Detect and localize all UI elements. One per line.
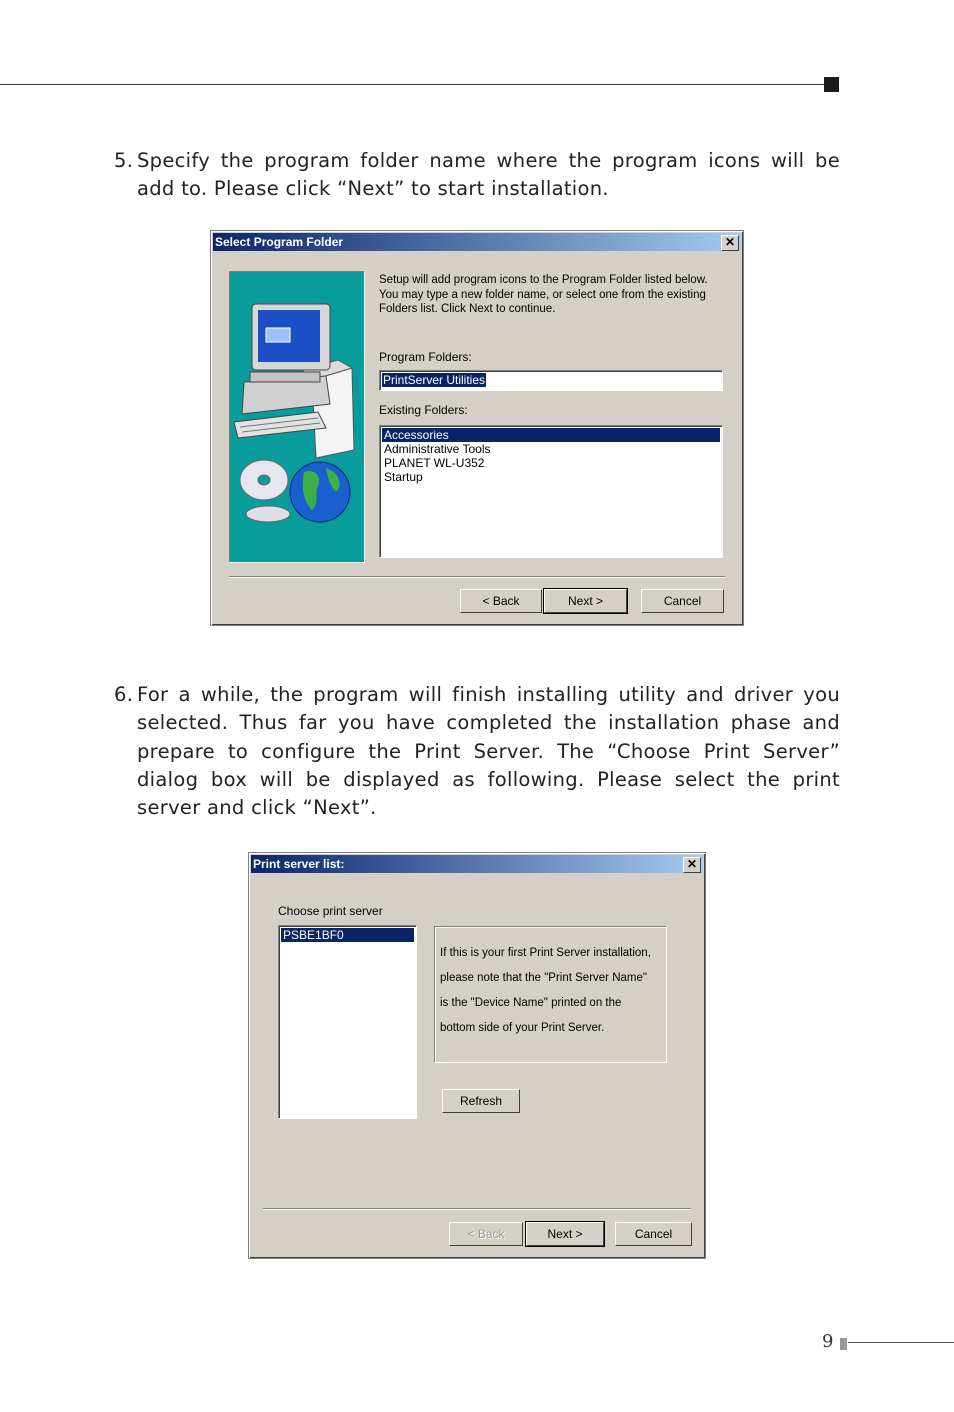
existing-folders-list[interactable] bbox=[379, 425, 723, 558]
footer-rule bbox=[848, 1342, 954, 1343]
next-button[interactable]: Next > bbox=[544, 589, 627, 613]
step-text: For a while, the program will finish installing utility and driver you selected. Thus far you have completed the installation phase and prepare to configure the Print Server. The “Choose Print Server” dialog box will be displayed as following. Please select the print server and click “Next”. bbox=[137, 683, 840, 820]
dialog-separator bbox=[263, 1208, 691, 1210]
computer-globe-illustration bbox=[230, 272, 364, 562]
header-marker bbox=[824, 77, 839, 92]
folder-item-administrative-tools[interactable]: Administrative Tools bbox=[384, 442, 491, 456]
step-5 bbox=[114, 147, 840, 207]
setup-illustration bbox=[229, 271, 365, 563]
step-number: 6. bbox=[114, 683, 134, 706]
program-folder-input[interactable] bbox=[379, 370, 723, 391]
next-button[interactable]: Next > bbox=[526, 1222, 604, 1246]
dialog-titlebar bbox=[213, 233, 741, 251]
dialog-title: Select Program Folder bbox=[215, 235, 344, 249]
dialog-separator bbox=[229, 576, 725, 578]
back-button[interactable]: < Back bbox=[460, 589, 542, 613]
folder-item-accessories[interactable]: Accessories bbox=[382, 428, 720, 442]
folder-item-planet-wl-u352[interactable]: PLANET WL-U352 bbox=[384, 456, 485, 470]
step-number: 5. bbox=[114, 149, 134, 172]
footer-marker bbox=[840, 1338, 847, 1350]
close-icon[interactable]: ✕ bbox=[721, 235, 739, 251]
info-line: If this is your first Print Server installation, bbox=[440, 947, 651, 959]
cancel-button[interactable]: Cancel bbox=[641, 589, 724, 613]
page-number: 9 bbox=[822, 1331, 834, 1352]
choose-print-server-label: Choose print server bbox=[278, 904, 383, 918]
info-panel bbox=[434, 926, 667, 1063]
print-server-list-dialog bbox=[248, 852, 706, 1259]
back-button[interactable]: < Back bbox=[449, 1222, 523, 1246]
info-line: bottom side of your Print Server. bbox=[440, 1022, 605, 1034]
info-line: is the "Device Name" printed on the bbox=[440, 997, 622, 1009]
close-icon[interactable]: ✕ bbox=[683, 857, 701, 873]
program-folders-label: Program Folders: bbox=[379, 350, 472, 364]
refresh-button[interactable]: Refresh bbox=[442, 1089, 520, 1113]
folder-item-startup[interactable]: Startup bbox=[384, 470, 423, 484]
select-program-folder-dialog bbox=[210, 230, 744, 626]
cancel-button[interactable]: Cancel bbox=[615, 1222, 692, 1246]
dialog-title: Print server list: bbox=[253, 857, 345, 871]
server-item[interactable]: PSBE1BF0 bbox=[281, 928, 414, 942]
step-text: Specify the program folder name where the program icons will be add to. Please click “Next” to start installation. bbox=[137, 149, 840, 201]
header-rule bbox=[0, 84, 826, 85]
info-line: please note that the "Print Server Name" bbox=[440, 972, 647, 984]
dialog-titlebar bbox=[251, 855, 703, 873]
program-folder-value: PrintServer Utilities bbox=[383, 373, 486, 387]
existing-folders-label: Existing Folders: bbox=[379, 403, 468, 417]
setup-description: Setup will add program icons to the Program Folder listed below. You may type a new folder name, or select one from the existing Folders list. Click Next to continue. bbox=[379, 274, 708, 315]
step-6 bbox=[114, 681, 840, 826]
print-server-listbox[interactable] bbox=[278, 925, 417, 1119]
